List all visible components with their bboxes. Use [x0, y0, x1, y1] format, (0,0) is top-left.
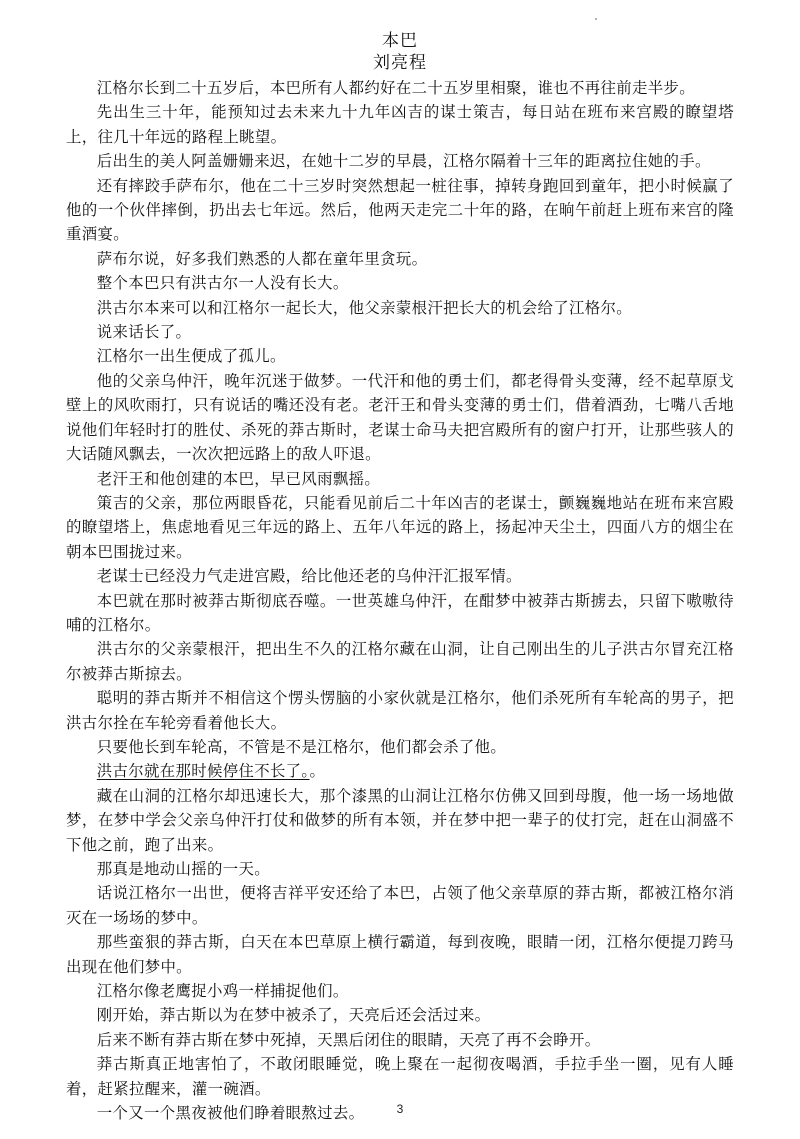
- paragraph: 说来话长了。: [96, 323, 192, 342]
- paragraph: 只要他长到车轮高，不管是不是江格尔，他们都会杀了他。: [96, 737, 507, 756]
- document-author: 刘亮程: [373, 53, 427, 73]
- paragraph: 策吉的父亲，那位两眼昏花，只能看见前后二十年凶吉的老谋士，颤巍巍地站在班布来宫殿的瞭望塔上，焦虑地看见三年远的路上、五年八年远的路上，扬起冲天尘土，四面八方的烟尘在朝本巴围拢过来。: [66, 493, 734, 561]
- paragraph: 后出生的美人阿盖姗姗来迟，在她十二岁的早晨，江格尔隔着十三年的距离拉住她的手。: [96, 152, 711, 171]
- underlined-sentence: 洪古尔就在那时候停住不长了。: [96, 762, 310, 781]
- scan-speck: [595, 18, 597, 20]
- paragraph: 先出生三十年，能预知过去未来九十九年凶吉的谋士策吉，每日站在班布来宫殿的瞭望塔上，往几十年远的路程上眺望。: [66, 103, 734, 146]
- paragraph: 整个本巴只有洪古尔一人没有长大。: [96, 274, 349, 293]
- paragraph: 他的父亲乌仲汗，晚年沉迷于做梦。一代汗和他的勇士们，都老得骨头变薄，经不起草原戈壁上的风吹雨打，只有说话的嘴还没有老。老汗王和骨头变薄的勇士们，借着酒劲，七嘴八舌地说他们年轻时打的胜仗、杀死的莽古斯时，老谋士命马夫把宫殿所有的窗户打开，让那些骇人的大话随风飘去，一次次把远路上的敌人吓退。: [66, 371, 734, 464]
- paragraph: 还有摔跤手萨布尔，他在二十三岁时突然想起一桩往事，掉转身跑回到童年，把小时候赢了他的一个伙伴摔倒，扔出去七年远。然后，他两天走完二十年的路，在晌午前赶上班布来宫的隆重酒宴。: [66, 176, 734, 244]
- paragraph: 刚开始，莽古斯以为在梦中被杀了，天亮后还会活过来。: [96, 1006, 491, 1025]
- paragraph: 江格尔一出生便成了孤儿。: [96, 347, 286, 366]
- paragraph: 江格尔长到二十五岁后，本巴所有人都约好在二十五岁里相聚，谁也不再往前走半步。: [96, 79, 695, 97]
- document-body: [66, 76, 734, 1125]
- underlined-paragraph: 洪古尔就在那时候停住不长了。。: [96, 762, 326, 781]
- paragraph: 老汗王和他创建的本巴，早已风雨飘摇。: [96, 469, 381, 488]
- paragraph: 那真是地动山摇的一天。: [96, 860, 270, 878]
- paragraph: 后来不断有莽古斯在梦中死掉，天黑后闭住的眼睛，天亮了再不会睁开。: [96, 1030, 601, 1049]
- document-title: 本巴: [382, 31, 418, 51]
- paragraph: 本巴就在那时被莽古斯彻底吞噬。一世英雄乌仲汗，在酣梦中被莽古斯掳去，只留下嗷嗷待哺的江格尔。: [66, 591, 734, 634]
- paragraph: 江格尔像老鹰捉小鸡一样捕捉他们。: [96, 982, 349, 1001]
- paragraph: 萨布尔说，好多我们熟悉的人都在童年里贪玩。: [96, 249, 428, 268]
- paragraph: 藏在山洞的江格尔却迅速长大，那个漆黑的山洞让江格尔仿佛又回到母腹，他一场一场地做梦，在梦中学会父亲乌仲汗打仗和做梦的所有本领，并在梦中把一辈子的仗打完，赶在山洞盛不下他之前，跑了出来。: [66, 786, 734, 854]
- paragraph: 洪古尔的父亲蒙根汗，把出生不久的江格尔藏在山洞，让自己刚出生的儿子洪古尔冒充江格尔被莽古斯掠去。: [66, 640, 734, 683]
- paragraph: 老谋士已经没力气走进宫殿，给比他还老的乌仲汗汇报军情。: [96, 567, 522, 586]
- paragraph: 洪古尔本来可以和江格尔一起长大，他父亲蒙根汗把长大的机会给了江格尔。: [96, 298, 632, 317]
- paragraph: 聪明的莽古斯并不相信这个愣头愣脑的小家伙就是江格尔，他们杀死所有车轮高的男子，把洪古尔拴在车轮旁看着他长大。: [66, 689, 734, 732]
- paragraph: 话说江格尔一出世，便将吉祥平安还给了本巴，占领了他父亲草原的莽古斯，都被江格尔消灭在一场场的梦中。: [66, 884, 734, 927]
- paragraph: 那些蛮狠的莽古斯，白天在本巴草原上横行霸道，每到夜晚，眼睛一闭，江格尔便提刀跨马出现在他们梦中。: [66, 933, 734, 976]
- page-number: 3: [396, 1102, 404, 1116]
- paragraph: 一个又一个黑夜被他们睁着眼熬过去。: [96, 1104, 365, 1123]
- paragraph: 莽古斯真正地害怕了，不敢闭眼睡觉，晚上聚在一起彻夜喝酒，手拉手坐一圈，见有人睡着，赶紧拉醒来，灌一碗酒。: [66, 1055, 734, 1098]
